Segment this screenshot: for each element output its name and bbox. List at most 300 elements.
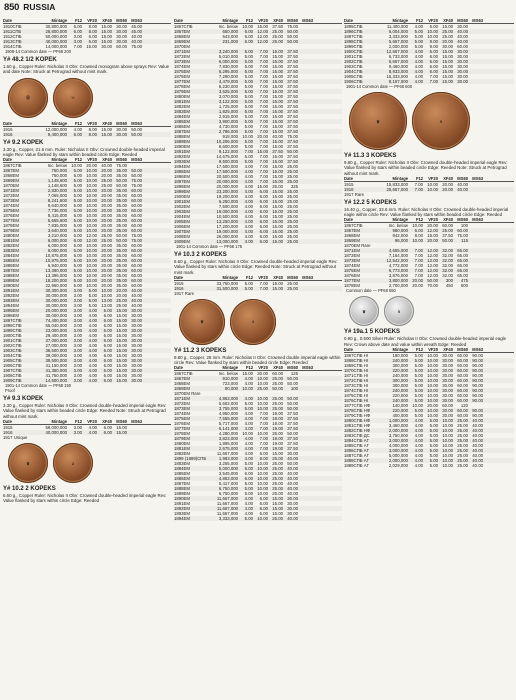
value-cell: 6.00 xyxy=(259,506,268,512)
date-cell: 1903СПБ xyxy=(3,348,22,354)
value-cell: 32.00 xyxy=(442,253,453,259)
value-cell: 10.00 xyxy=(257,461,268,467)
value-cell: 40,000,000 xyxy=(45,39,67,44)
value-cell: 25.00 xyxy=(442,228,453,234)
value-cell: 15,833,000 xyxy=(386,181,408,187)
value-cell: 25.00 xyxy=(287,229,298,234)
value-cell: 1,895,000 xyxy=(218,441,238,447)
value-cell: 5.00 xyxy=(73,268,82,274)
value-cell: 30.00 xyxy=(287,506,298,512)
date-cell: 1876ЕМ xyxy=(344,273,361,279)
value-cell: 6.00 xyxy=(259,209,268,214)
column-header: MS63 xyxy=(131,120,142,126)
date-cell: 1867ЕМ xyxy=(174,376,191,382)
column-header: Date xyxy=(174,18,183,23)
date-cell: 1887СПБ АГ xyxy=(344,453,369,459)
value-cell: 5.00 xyxy=(414,378,423,384)
column-header: MS63 xyxy=(131,157,142,163)
value-cell: 4.00 xyxy=(244,411,253,417)
value-cell: 3.00 xyxy=(73,343,82,349)
value-cell: 6,295,000 xyxy=(218,69,238,74)
value-cell: 75.00 xyxy=(287,134,298,139)
value-cell: 15.00 xyxy=(257,24,268,29)
value-cell: 40.00 xyxy=(287,516,298,522)
value-cell: 20.00 xyxy=(101,203,112,209)
value-cell: 25.00 xyxy=(457,423,468,429)
value-cell: 3,460,000 xyxy=(388,423,408,429)
value-cell: 10,206,000 xyxy=(216,139,238,144)
date-cell: 1868СПБ НІ xyxy=(344,358,369,364)
value-cell: 60.00 xyxy=(457,393,468,399)
value-cell: 25.00 xyxy=(257,386,268,392)
value-cell: 9.00 xyxy=(429,44,438,49)
value-cell: 37.50 xyxy=(287,436,298,442)
date-cell: 1894ЕМ xyxy=(174,516,191,522)
km10-3-description: 6.60 g., Copper Ruler: Nicholas II Obv: Crowned double-headed imperial eagle Rev: Value flanked by stars within circle Edge: Reeded Note: Struck at Petrograd without mint mark. xyxy=(174,259,338,275)
value-cell: 10.00 xyxy=(257,381,268,387)
value-cell: 3,240,000 xyxy=(218,49,238,54)
value-cell: 25.00 xyxy=(272,381,283,387)
value-cell: 10.00 xyxy=(442,448,453,454)
value-cell: 25.00 xyxy=(287,234,298,239)
value-cell: 2,915,000 xyxy=(218,114,238,119)
value-cell: 25.00 xyxy=(272,39,283,44)
value-cell: 40.00 xyxy=(457,29,468,34)
value-cell: 25.00 xyxy=(287,285,298,291)
date-cell: 1898СПБ xyxy=(3,323,22,329)
value-cell: 4.00 xyxy=(244,446,253,452)
value-cell: 25.00 xyxy=(272,486,283,492)
value-cell: 30.00 xyxy=(287,496,298,502)
value-cell: 6.00 xyxy=(429,69,438,74)
date-cell: 1901СПБ xyxy=(344,54,363,59)
value-cell: 25.00 xyxy=(457,453,468,459)
date-cell: 1870ЕМ xyxy=(3,183,20,189)
value-cell: 6,667,000 xyxy=(388,59,408,64)
column-header: Mintage xyxy=(51,419,67,425)
value-cell: 4.00 xyxy=(244,219,253,224)
value-cell: 30.00 xyxy=(131,343,142,349)
value-cell: 37.50 xyxy=(287,154,298,159)
value-cell: 15.00 xyxy=(272,234,283,239)
value-cell: 6.00 xyxy=(103,353,112,359)
value-cell: 10.00 xyxy=(257,406,268,412)
value-cell: 4.00 xyxy=(244,239,253,244)
value-cell: 6.00 xyxy=(259,214,268,219)
value-cell: 30.00 xyxy=(442,398,453,404)
value-cell xyxy=(268,291,283,296)
value-cell: 5.00 xyxy=(73,258,82,264)
value-cell: 7.00 xyxy=(429,79,438,84)
value-cell: 3.00 xyxy=(73,318,82,324)
value-cell: 15.00 xyxy=(442,59,453,64)
value-cell xyxy=(423,192,438,197)
coin-reverse-image: 5 xyxy=(384,296,414,326)
value-cell: 15.00 xyxy=(101,126,112,132)
value-cell: 5.00 xyxy=(244,109,253,114)
value-cell: 40.00 xyxy=(472,458,483,464)
value-cell: 3,750,000 xyxy=(388,433,408,439)
value-cell: 58,000,000 xyxy=(45,425,67,431)
date-cell: 1883ЕМ xyxy=(174,461,191,467)
value-cell: 30,000,000 xyxy=(45,303,67,309)
value-cell: 30.00 xyxy=(457,59,468,64)
value-cell: Inc. below xyxy=(218,24,238,29)
value-cell: 5.00 xyxy=(244,401,253,407)
value-cell: 6,000,000 xyxy=(218,59,238,64)
value-cell: 5.00 xyxy=(88,288,97,294)
date-cell: 1867ЕМ xyxy=(174,29,191,34)
value-cell: 4.00 xyxy=(88,338,97,344)
value-cell: 8,933,000 xyxy=(388,69,408,74)
date-cell: 1876ЕМ xyxy=(174,421,191,427)
date-cell: 1899СПБ xyxy=(3,328,22,334)
value-cell: 5.00 xyxy=(244,94,253,99)
value-cell: 60.00 xyxy=(442,403,453,409)
value-cell: 5.00 xyxy=(244,139,253,144)
value-cell: 4.00 xyxy=(244,501,253,507)
value-cell: 15.00 xyxy=(86,44,97,49)
date-cell: 1887ЕМ xyxy=(174,481,191,487)
value-cell: 6.00 xyxy=(244,29,253,34)
value-cell: 1,725,000 xyxy=(218,104,238,109)
column-header: MS60 xyxy=(457,217,468,223)
value-cell: 4.00 xyxy=(244,169,253,174)
value-cell: 5.00 xyxy=(73,188,82,194)
date-cell: 1896ЕМ xyxy=(3,313,20,319)
value-cell: 15.00 xyxy=(116,318,127,324)
value-cell: 30.00 xyxy=(131,328,142,334)
column-header: MS60 xyxy=(287,18,298,23)
value-cell: 7.00 xyxy=(259,119,268,124)
date-cell: 1907СПБ xyxy=(3,368,22,374)
value-cell: 31,500,000 xyxy=(216,285,238,291)
value-cell: 10.00 xyxy=(412,403,423,409)
date-cell: 1903ЕМ xyxy=(174,209,191,214)
value-cell: 6.00 xyxy=(414,228,423,234)
date-cell: 1875ЕМ xyxy=(344,268,361,274)
value-cell: 10.00 xyxy=(86,188,97,194)
date-cell: 1882ЕМ xyxy=(174,451,191,457)
value-cell: 20.00 xyxy=(101,263,112,269)
value-cell: 10.00 xyxy=(257,376,268,382)
value-cell: 5.00 xyxy=(414,363,423,369)
value-cell: 15.00 xyxy=(116,308,127,314)
km12-table-rows xyxy=(344,223,514,288)
value-cell: 25.00 xyxy=(101,178,112,184)
value-cell: 7,290,000 xyxy=(218,74,238,79)
value-cell: 10.00 xyxy=(442,428,453,434)
table-header: Date Mintage F12 VF20 XF40 MS60 MS63 xyxy=(3,18,171,24)
coin-obverse-image: ♛ xyxy=(349,296,379,326)
value-cell: 40,000,000 xyxy=(45,430,67,436)
value-cell: 4.00 xyxy=(414,418,423,424)
value-cell: 20.00 xyxy=(101,228,112,234)
value-cell: 30.00 xyxy=(116,34,127,39)
value-cell: 70.00 xyxy=(427,283,438,289)
km11-3-coin-images xyxy=(349,92,514,150)
value-cell: 37.50 xyxy=(287,99,298,104)
value-cell: 4.00 xyxy=(414,443,423,449)
value-cell: 1,148,600 xyxy=(47,178,67,184)
value-cell: 40.00 xyxy=(472,463,483,469)
value-cell: 40.00 xyxy=(457,34,468,39)
column-header: MS60 xyxy=(287,274,298,280)
value-cell: 9.00 xyxy=(429,39,438,44)
value-cell: 60.00 xyxy=(131,228,142,234)
value-cell: 12.00 xyxy=(427,248,438,254)
value-cell: 37.50 xyxy=(287,89,298,94)
value-cell: 15.00 xyxy=(116,430,127,436)
value-cell: 40.00 xyxy=(131,293,142,299)
value-cell: 19.00 xyxy=(272,416,283,422)
value-cell: 12.00 xyxy=(257,29,268,34)
value-cell: 5.00 xyxy=(244,406,253,412)
value-cell: 10.00 xyxy=(86,243,97,249)
value-cell: 40.00 xyxy=(131,34,142,39)
value-cell: 75.00 xyxy=(131,233,142,239)
value-cell: 65.00 xyxy=(457,263,468,269)
value-cell: 40.00 xyxy=(287,481,298,487)
value-cell: 3.00 xyxy=(73,348,82,354)
value-cell: 12.00 xyxy=(257,39,268,44)
value-cell: 40.00 xyxy=(472,443,483,449)
date-cell: 1886ЕМ xyxy=(174,124,191,129)
value-cell: 35.00 xyxy=(116,218,127,224)
date-cell: 1892ЕМ xyxy=(174,506,191,512)
value-cell: 75.00 xyxy=(131,178,142,184)
value-cell: 25.00 xyxy=(272,481,283,487)
value-cell: 11,667,000 xyxy=(216,451,238,457)
value-cell: 7.00 xyxy=(259,84,268,89)
value-cell: 10.00 xyxy=(257,481,268,487)
date-cell: 1900СПБ xyxy=(344,49,363,54)
value-cell: 37.50 xyxy=(287,159,298,164)
value-cell: 10.00 xyxy=(257,486,268,492)
value-cell: 60.00 xyxy=(131,253,142,259)
value-cell: 4.00 xyxy=(414,74,423,79)
value-cell: 25.00 xyxy=(442,34,453,39)
value-cell: 4,280,000 xyxy=(218,431,238,437)
value-cell xyxy=(212,291,238,296)
value-cell: 6.00 xyxy=(244,471,253,477)
value-cell: 3.00 xyxy=(73,313,82,319)
value-cell: 6.00 xyxy=(103,333,112,339)
date-cell: 1883ЕМ xyxy=(174,109,191,114)
value-cell: 7.00 xyxy=(414,181,423,187)
value-cell: 6.00 xyxy=(259,234,268,239)
value-cell: 25.00 xyxy=(272,401,283,407)
value-cell: 7,164,000 xyxy=(388,253,408,259)
date-cell: 1889ЕМ xyxy=(174,491,191,497)
value-cell: 10.00 xyxy=(412,238,423,244)
value-cell: 15.00 xyxy=(257,149,268,154)
value-cell: 4.00 xyxy=(244,421,253,427)
value-cell: 30.00 xyxy=(131,368,142,374)
value-cell: 7.00 xyxy=(259,104,268,109)
value-cell: 7.00 xyxy=(259,94,268,99)
value-cell: 29,400,000 xyxy=(45,333,67,339)
value-cell: 15.00 xyxy=(272,280,283,286)
value-cell: 5.00 xyxy=(429,448,438,454)
date-cell: 1875ЕМ xyxy=(174,69,191,74)
value-cell: 6.00 xyxy=(429,64,438,69)
value-cell: 1,000,000 xyxy=(388,418,408,424)
value-cell: 50.00 xyxy=(131,168,142,174)
value-cell: 5.00 xyxy=(244,124,253,129)
value-cell: 450 xyxy=(445,283,453,289)
value-cell: 10,875,000 xyxy=(45,253,67,259)
value-cell: 4.00 xyxy=(88,323,97,329)
date-cell: 1905СПБ xyxy=(344,74,363,79)
value-cell: 65.00 xyxy=(457,258,468,264)
value-cell: 15.00 xyxy=(272,159,283,164)
value-cell: 5.00 xyxy=(88,298,97,304)
date-cell: 1894ЕМ xyxy=(3,303,20,309)
date-cell: 1878ЕМ xyxy=(174,431,191,437)
value-cell: 15.00 xyxy=(116,353,127,359)
column-header: F12 xyxy=(415,217,423,223)
value-cell: 20.00 xyxy=(101,173,112,179)
value-cell: 6,733,000 xyxy=(388,54,408,59)
km10-title: Y# 10.2 2 KOPEKS xyxy=(3,486,56,493)
value-cell: 20,000,000 xyxy=(45,308,67,314)
value-cell: 4.00 xyxy=(244,436,253,442)
value-cell: 15.00 xyxy=(272,194,283,199)
date-cell: 1869ЕМ xyxy=(3,178,20,184)
date-cell: 1886ЕМ xyxy=(3,263,20,269)
value-cell: 40.00 xyxy=(101,163,112,169)
value-cell: 7.00 xyxy=(259,421,268,427)
date-cell: 1867ЕМ xyxy=(3,168,20,174)
value-cell: 30.00 xyxy=(131,378,142,384)
value-cell: 4.00 xyxy=(88,343,97,349)
value-cell: 50.00 xyxy=(287,39,298,44)
value-cell: 80,000 xyxy=(224,386,238,392)
value-cell: 5.00 xyxy=(244,491,253,497)
column-header: Mintage xyxy=(222,365,238,371)
value-cell: 6.00 xyxy=(259,189,268,194)
value-cell: 40.00 xyxy=(287,471,298,477)
date-cell: 1882СПБ НФ xyxy=(344,428,371,434)
value-cell: 10.00 xyxy=(442,423,453,429)
date-cell: 1867СПБ НІ xyxy=(344,353,369,359)
value-cell: 25.00 xyxy=(272,406,283,412)
value-cell: 6,000,000 xyxy=(47,238,67,244)
value-cell: 40.00 xyxy=(472,438,483,444)
value-cell: 90.00 xyxy=(472,393,483,399)
value-cell: 4.00 xyxy=(244,441,253,447)
date-cell: 1885ЕМ xyxy=(174,119,191,124)
page-number: 850 xyxy=(4,2,20,13)
value-cell: 12.00 xyxy=(427,258,438,264)
date-cell: 1871ЕМ xyxy=(174,396,191,402)
value-cell: 25.00 xyxy=(101,183,112,189)
value-cell: 20.00 xyxy=(101,213,112,219)
value-cell: 15.00 xyxy=(272,89,283,94)
value-cell: 10.00 xyxy=(86,173,97,179)
value-cell: 7.00 xyxy=(429,74,438,79)
value-cell: 35.00 xyxy=(116,253,127,259)
column-header: Date xyxy=(344,347,353,353)
value-cell: 3,210,000 xyxy=(47,233,67,239)
value-cell: 8,167,000 xyxy=(388,79,408,84)
value-cell: 25.00 xyxy=(272,396,283,402)
value-cell: 3,255,000 xyxy=(218,461,238,467)
column-header: Mintage xyxy=(392,175,408,181)
km11-3-title: Y# 11.3 3 KOPEKS xyxy=(344,153,397,159)
value-cell: 15.00 xyxy=(272,496,283,502)
value-cell: 2,675,000 xyxy=(218,446,238,452)
value-cell: 7.00 xyxy=(414,186,423,192)
km10-3-title: Y# 10.3 2 KOPEKS xyxy=(174,252,227,258)
km12-notes xyxy=(344,288,514,293)
value-cell: 5.00 xyxy=(73,173,82,179)
value-cell: 10.00 xyxy=(86,168,97,174)
value-cell: 5,717,000 xyxy=(218,421,238,427)
date-cell: 1897СПБ xyxy=(344,34,363,39)
value-cell: 7,830,000 xyxy=(218,64,238,69)
value-cell: 10.00 xyxy=(86,203,97,209)
value-cell: 7.00 xyxy=(259,446,268,452)
value-cell: 30.00 xyxy=(442,393,453,399)
value-cell: 30.00 xyxy=(442,44,453,49)
value-cell: 37.50 xyxy=(287,124,298,129)
value-cell: 240,000 xyxy=(392,358,408,364)
value-cell: 10.00 xyxy=(86,193,97,199)
value-cell: 8.00 xyxy=(88,24,97,29)
column-header: MS63 xyxy=(472,347,483,353)
value-cell: 15.00 xyxy=(442,79,453,84)
value-cell: 19.00 xyxy=(272,446,283,452)
column-header: Mintage xyxy=(51,120,67,126)
value-cell: 40.00 xyxy=(472,448,483,454)
value-cell: 50.00 xyxy=(287,431,298,437)
column-header: XF40 xyxy=(273,365,283,371)
column-header: VF20 xyxy=(87,120,97,126)
value-cell: 25.00 xyxy=(457,438,468,444)
value-cell: 4.00 xyxy=(88,353,97,359)
value-cell: 180,000 xyxy=(392,353,408,359)
date-cell: 1876ЕМ xyxy=(174,74,191,79)
table-row xyxy=(344,192,514,197)
value-cell: 3,333,000 xyxy=(218,516,238,522)
value-cell: 140,000 xyxy=(392,403,408,409)
value-cell: 15.00 xyxy=(272,69,283,74)
value-cell: 7.00 xyxy=(259,179,268,184)
date-cell: 1873ЕМ xyxy=(3,198,20,204)
value-cell: 30.00 xyxy=(116,126,127,132)
value-cell: 10.00 xyxy=(71,163,82,169)
value-cell: 37.50 xyxy=(287,59,298,64)
value-cell: 32.00 xyxy=(442,263,453,269)
value-cell: 8.00 xyxy=(88,131,97,137)
date-cell: 1874ЕМ xyxy=(344,263,361,269)
value-cell: 20,500,000 xyxy=(216,174,238,179)
value-cell: 6,000,000 xyxy=(47,243,67,249)
value-cell: 4.00 xyxy=(244,396,253,402)
date-cell: 1881ЕМ xyxy=(174,99,191,104)
value-cell: 5.00 xyxy=(73,218,82,224)
value-cell: 65.00 xyxy=(457,253,468,259)
value-cell: 3.00 xyxy=(73,34,82,39)
value-cell: 19.00 xyxy=(272,411,283,417)
value-cell: 3.00 xyxy=(73,328,82,334)
date-cell: 1905ЕМ xyxy=(174,219,191,224)
date-cell: 1885ЕМ xyxy=(174,471,191,477)
value-cell: 3.00 xyxy=(73,298,82,304)
km19-description: 0.90 g., 0.500 Silver Ruler: Nicholas II Obv: Crowned double-headed imperial eagle Rev: Crown above date and value within wreath Edge: Reeded xyxy=(344,336,507,347)
